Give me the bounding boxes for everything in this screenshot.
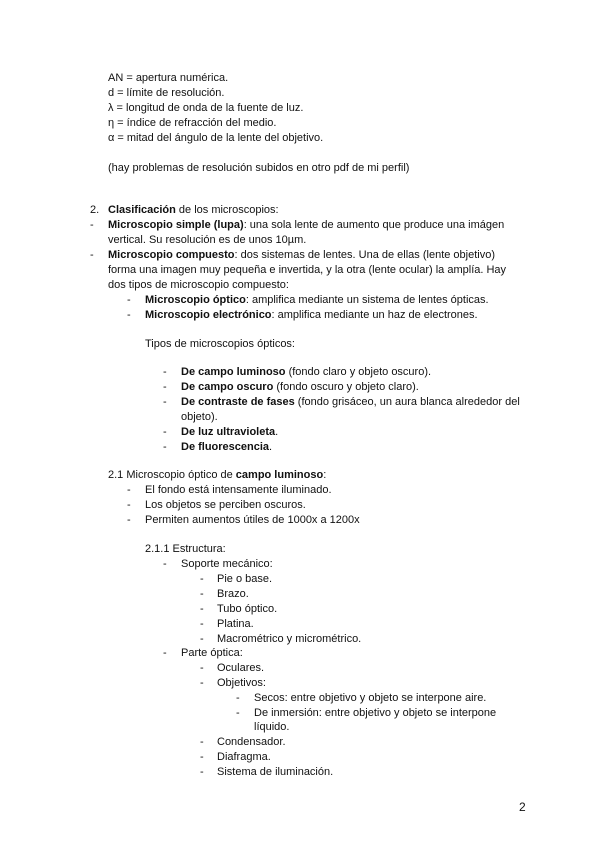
list-item: El fondo está intensamente iluminado.	[145, 484, 332, 496]
note: (hay problemas de resolución subidos en otro pdf de mi perfil)	[108, 162, 410, 174]
list-dash: -	[163, 441, 167, 453]
microscopio-simple-line2: vertical. Su resolución es de unos 10µm.	[108, 234, 307, 246]
list-dash: -	[163, 426, 167, 438]
tipo-luz-ultravioleta: De luz ultravioleta.	[181, 426, 279, 438]
list-item: Diafragma.	[217, 751, 271, 763]
section-2-number: 2.	[90, 204, 100, 216]
list-item: Permiten aumentos útiles de 1000x a 1200x	[145, 514, 360, 526]
list-dash: -	[236, 692, 240, 704]
list-item: Oculares.	[217, 662, 265, 674]
parte-optica: Parte óptica:	[181, 647, 243, 659]
objetivos: Objetivos:	[217, 677, 266, 689]
definition-d: d = límite de resolución.	[108, 87, 225, 99]
list-dash: -	[163, 396, 167, 408]
list-dash: -	[163, 647, 167, 659]
list-item: Secos: entre objetivo y objeto se interpone aire.	[254, 692, 487, 704]
list-dash: -	[200, 618, 204, 630]
list-dash: -	[200, 573, 204, 585]
list-dash: -	[200, 662, 204, 674]
microscopio-electronico: Microscopio electrónico: amplifica mediante un haz de electrones.	[145, 309, 478, 321]
definition-an: AN = apertura numérica.	[108, 72, 229, 84]
list-item: Platina.	[217, 618, 254, 630]
list-item: Condensador.	[217, 736, 286, 748]
section-2-1-1-heading: 2.1.1 Estructura:	[145, 543, 226, 555]
tipo-campo-luminoso: De campo luminoso (fondo claro y objeto oscuro).	[181, 366, 432, 378]
tipo-contraste-fases-line2: objeto).	[181, 411, 218, 423]
list-dash: -	[127, 309, 131, 321]
definition-eta: η = índice de refracción del medio.	[108, 117, 277, 129]
tipo-campo-oscuro: De campo oscuro (fondo oscuro y objeto claro).	[181, 381, 419, 393]
microscopio-compuesto-line3: dos tipos de microscopio compuesto:	[108, 279, 289, 291]
list-dash: -	[200, 588, 204, 600]
list-item: Pie o base.	[217, 573, 273, 585]
list-dash: -	[200, 633, 204, 645]
definition-lambda: λ = longitud de onda de la fuente de luz.	[108, 102, 304, 114]
list-item: Macrométrico y micrométrico.	[217, 633, 362, 645]
list-dash: -	[163, 558, 167, 570]
page-number: 2	[519, 800, 526, 814]
tipo-fluorescencia: De fluorescencia.	[181, 441, 273, 453]
section-2-heading: Clasificación de los microscopios:	[108, 204, 279, 216]
section-2-1-heading: 2.1 Microscopio óptico de campo luminoso:	[108, 469, 327, 481]
soporte-mecanico: Soporte mecánico:	[181, 558, 273, 570]
list-item: Sistema de iluminación.	[217, 766, 334, 778]
list-item: Los objetos se perciben oscuros.	[145, 499, 306, 511]
list-dash: -	[127, 484, 131, 496]
list-dash: -	[127, 499, 131, 511]
list-dash: -	[90, 249, 94, 261]
list-dash: -	[200, 677, 204, 689]
list-item: Tubo óptico.	[217, 603, 278, 615]
list-dash: -	[200, 751, 204, 763]
tipo-contraste-fases: De contraste de fases (fondo grisáceo, un aura blanca alrededor del	[181, 396, 520, 408]
list-item: Brazo.	[217, 588, 249, 600]
list-dash: -	[163, 381, 167, 393]
list-dash: -	[127, 514, 131, 526]
microscopio-compuesto-line2: forma una imagen muy pequeña e invertida, y la otra (lente ocular) la amplía. Hay	[108, 264, 507, 276]
definition-alpha: α = mitad del ángulo de la lente del objetivo.	[108, 132, 324, 144]
list-dash: -	[200, 766, 204, 778]
list-dash: -	[90, 219, 94, 231]
microscopio-optico: Microscopio óptico: amplifica mediante un sistema de lentes ópticas.	[145, 294, 489, 306]
list-dash: -	[127, 294, 131, 306]
tipos-heading: Tipos de microscopios ópticos:	[145, 338, 295, 350]
list-dash: -	[200, 603, 204, 615]
list-item: De inmersión: entre objetivo y objeto se interpone	[254, 707, 497, 719]
list-dash: -	[163, 366, 167, 378]
list-dash: -	[200, 736, 204, 748]
list-dash: -	[236, 707, 240, 719]
microscopio-simple: Microscopio simple (lupa): una sola lente de aumento que produce una imágen	[108, 219, 505, 231]
list-item-continuation: líquido.	[254, 721, 290, 733]
microscopio-compuesto: Microscopio compuesto: dos sistemas de lentes. Una de ellas (lente objetivo)	[108, 249, 496, 261]
